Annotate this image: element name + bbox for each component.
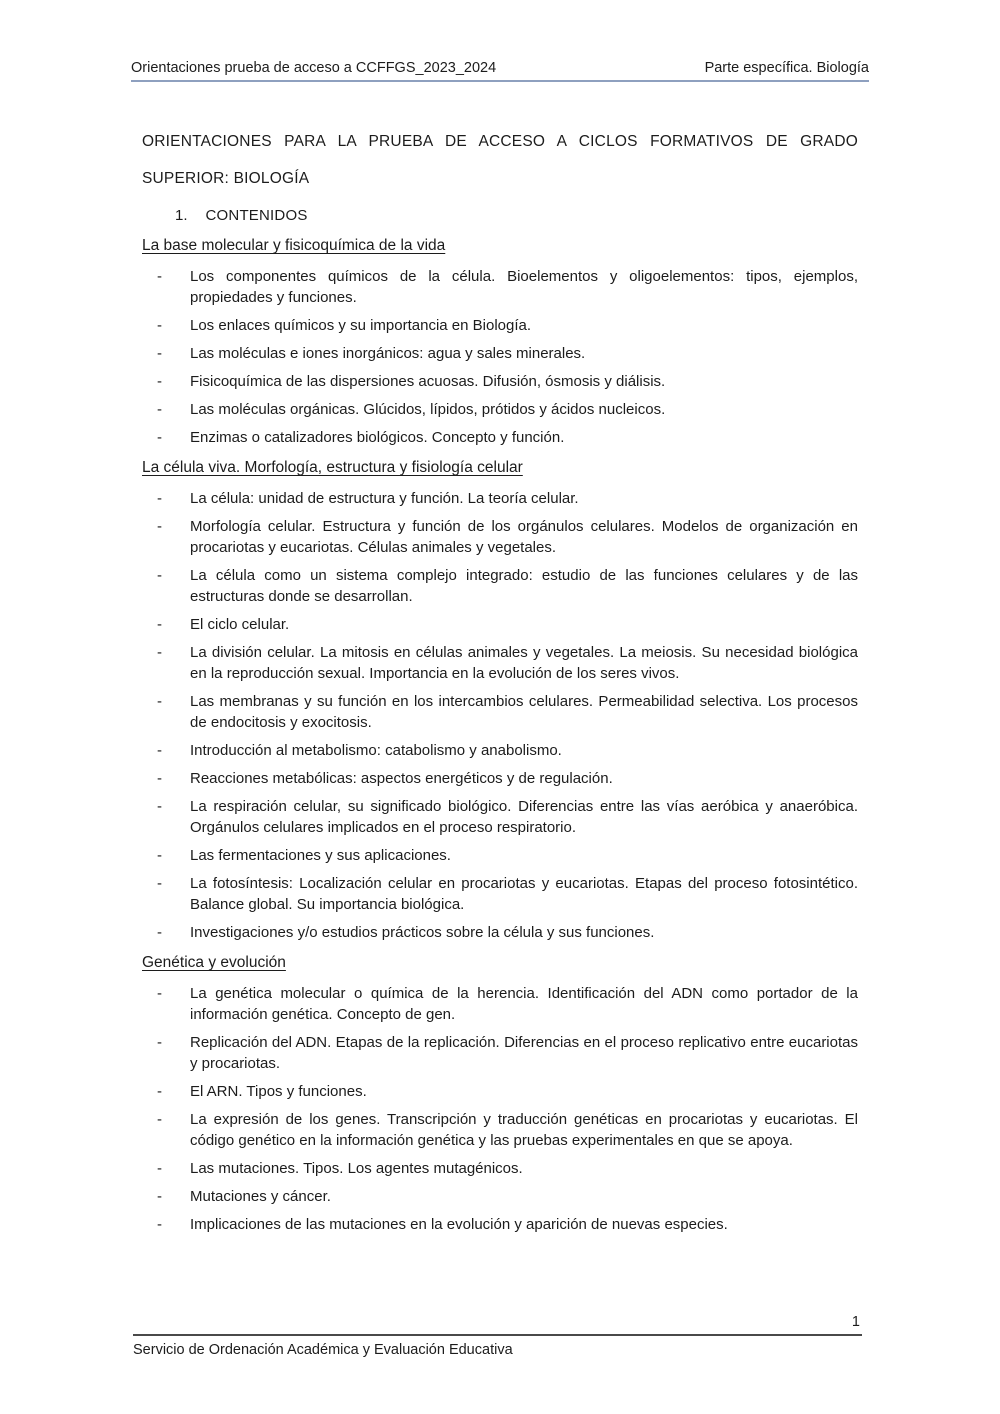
bullet-text: Las moléculas e iones inorgánicos: agua y sales minerales.: [190, 345, 586, 362]
list-item: [142, 873, 858, 915]
bullet-dash: -: [157, 985, 162, 1002]
bullet-text: Los enlaces químicos y su importancia en Biología.: [190, 317, 532, 334]
bullet-text: Los componentes químicos de la célula. Bioelementos y oligoelementos: tipos, ejemplos, propiedades y funciones.: [190, 268, 858, 306]
bullet-dash: -: [157, 875, 162, 892]
bullet-text: Investigaciones y/o estudios prácticos sobre la célula y sus funciones.: [190, 924, 655, 941]
section: [142, 457, 858, 943]
bullet-dash: -: [157, 770, 162, 787]
bullet-dash: -: [157, 924, 162, 941]
bullet-dash: -: [157, 317, 162, 334]
bullet-text: Replicación del ADN. Etapas de la replicación. Diferencias en el proceso replicativo entre eucariotas y procariotas.: [190, 1034, 858, 1072]
bullet-text: Implicaciones de las mutaciones en la evolución y aparición de nuevas especies.: [190, 1216, 728, 1233]
bullet-dash: -: [157, 518, 162, 535]
bullet-dash: -: [157, 373, 162, 390]
page-footer: [133, 1312, 862, 1360]
bullet-text: Enzimas o catalizadores biológicos. Concepto y función.: [190, 429, 565, 446]
list-item: [142, 427, 858, 448]
bullet-dash: -: [157, 1188, 162, 1205]
list-item: [142, 740, 858, 761]
bullet-dash: -: [157, 616, 162, 633]
page-number: 1: [851, 1314, 860, 1330]
bullet-text: Morfología celular. Estructura y función de los orgánulos celulares. Modelos de organización en procariotas y eucariotas. Células animales y vegetales.: [190, 518, 858, 556]
bullet-text: El ARN. Tipos y funciones.: [190, 1083, 367, 1100]
bullet-dash: -: [157, 1216, 162, 1233]
bullet-text: Mutaciones y cáncer.: [190, 1188, 331, 1205]
bullet-text: El ciclo celular.: [190, 616, 290, 633]
section-heading: La célula viva. Morfología, estructura y fisiología celular: [142, 459, 523, 476]
list-item: [142, 399, 858, 420]
bullet-dash: -: [157, 1034, 162, 1051]
list-item: [142, 768, 858, 789]
list-item: [142, 516, 858, 558]
list-item: [142, 1032, 858, 1074]
bullet-text: Fisicoquímica de las dispersiones acuosas. Difusión, ósmosis y diálisis.: [190, 373, 666, 390]
list-item: [142, 642, 858, 684]
bullet-dash: -: [157, 401, 162, 418]
bullet-dash: -: [157, 1111, 162, 1128]
bullet-text: La división celular. La mitosis en células animales y vegetales. La meiosis. Su necesidad biológica en la reproducción sexual. Importancia en la evolución de los seres vivos.: [190, 644, 858, 682]
header-left-text: Orientaciones prueba de acceso a CCFFGS_2023_2024: [131, 60, 497, 76]
document-title: ORIENTACIONES PARA LA PRUEBA DE ACCESO A CICLOS FORMATIVOS DE GRADO SUPERIOR: BIOLOGÍA: [142, 133, 858, 187]
list-item: [142, 565, 858, 607]
list-item: [142, 343, 858, 364]
header-right-text: Parte específica. Biología: [704, 60, 869, 76]
list-item: [142, 845, 858, 866]
bullet-dash: -: [157, 742, 162, 759]
sections: [142, 235, 858, 1235]
document-body: [142, 123, 858, 1242]
bullet-dash: -: [157, 644, 162, 661]
bullet-dash: -: [157, 693, 162, 710]
list-item: [142, 691, 858, 733]
list-item: [142, 371, 858, 392]
bullet-dash: -: [157, 345, 162, 362]
bullet-dash: -: [157, 798, 162, 815]
bullet-text: Las membranas y su función en los intercambios celulares. Permeabilidad selectiva. Los procesos de endocitosis y exocitosis.: [190, 693, 858, 731]
section: [142, 235, 858, 448]
list-item: [142, 614, 858, 635]
bullet-text: La célula: unidad de estructura y función. La teoría celular.: [190, 490, 579, 507]
list-item: [142, 1158, 858, 1179]
bullet-text: La fotosíntesis: Localización celular en procariotas y eucariotas. Etapas del proceso fotosintético. Balance global. Su importancia biológica.: [190, 875, 858, 913]
bullet-dash: -: [157, 1160, 162, 1177]
bullet-text: Introducción al metabolismo: catabolismo y anabolismo.: [190, 742, 562, 759]
section-heading: La base molecular y fisicoquímica de la vida: [142, 237, 446, 254]
section-heading: Genética y evolución: [142, 954, 286, 971]
list-item: [142, 315, 858, 336]
list-item: [142, 983, 858, 1025]
bullet-dash: -: [157, 847, 162, 864]
list-item: [142, 1214, 858, 1235]
bullet-text: Las fermentaciones y sus aplicaciones.: [190, 847, 451, 864]
bullet-dash: -: [157, 490, 162, 507]
list-item: [142, 1109, 858, 1151]
list-item: [142, 1081, 858, 1102]
contents-number: 1.: [175, 207, 188, 224]
bullet-text: La genética molecular o química de la herencia. Identificación del ADN como portador de la información genética. Concepto de gen.: [190, 985, 858, 1023]
list-item: [142, 266, 858, 308]
bullet-text: La expresión de los genes. Transcripción y traducción genéticas en procariotas y eucariotas. El código genético en la información genética y las pruebas experimentales en que se apoya.: [190, 1111, 858, 1149]
section: [142, 952, 858, 1235]
contents-label: CONTENIDOS: [205, 207, 308, 224]
bullet-text: Reacciones metabólicas: aspectos energéticos y de regulación.: [190, 770, 613, 787]
list-item: [142, 1186, 858, 1207]
bullet-dash: -: [157, 1083, 162, 1100]
footer-text: Servicio de Ordenación Académica y Evaluación Educativa: [133, 1342, 513, 1358]
list-item: [142, 796, 858, 838]
contents-heading: [142, 205, 858, 226]
list-item: [142, 922, 858, 943]
bullet-text: Las moléculas orgánicas. Glúcidos, lípidos, prótidos y ácidos nucleicos.: [190, 401, 666, 418]
bullet-dash: -: [157, 429, 162, 446]
list-item: [142, 488, 858, 509]
bullet-dash: -: [157, 268, 162, 285]
page-header: [131, 58, 869, 82]
bullet-dash: -: [157, 567, 162, 584]
bullet-text: La célula como un sistema complejo integrado: estudio de las funciones celulares y de las estructuras donde se desarrollan.: [190, 567, 858, 605]
bullet-text: Las mutaciones. Tipos. Los agentes mutagénicos.: [190, 1160, 523, 1177]
bullet-text: La respiración celular, su significado biológico. Diferencias entre las vías aeróbica y anaeróbica. Orgánulos celulares implicados en el proceso respiratorio.: [190, 798, 858, 836]
